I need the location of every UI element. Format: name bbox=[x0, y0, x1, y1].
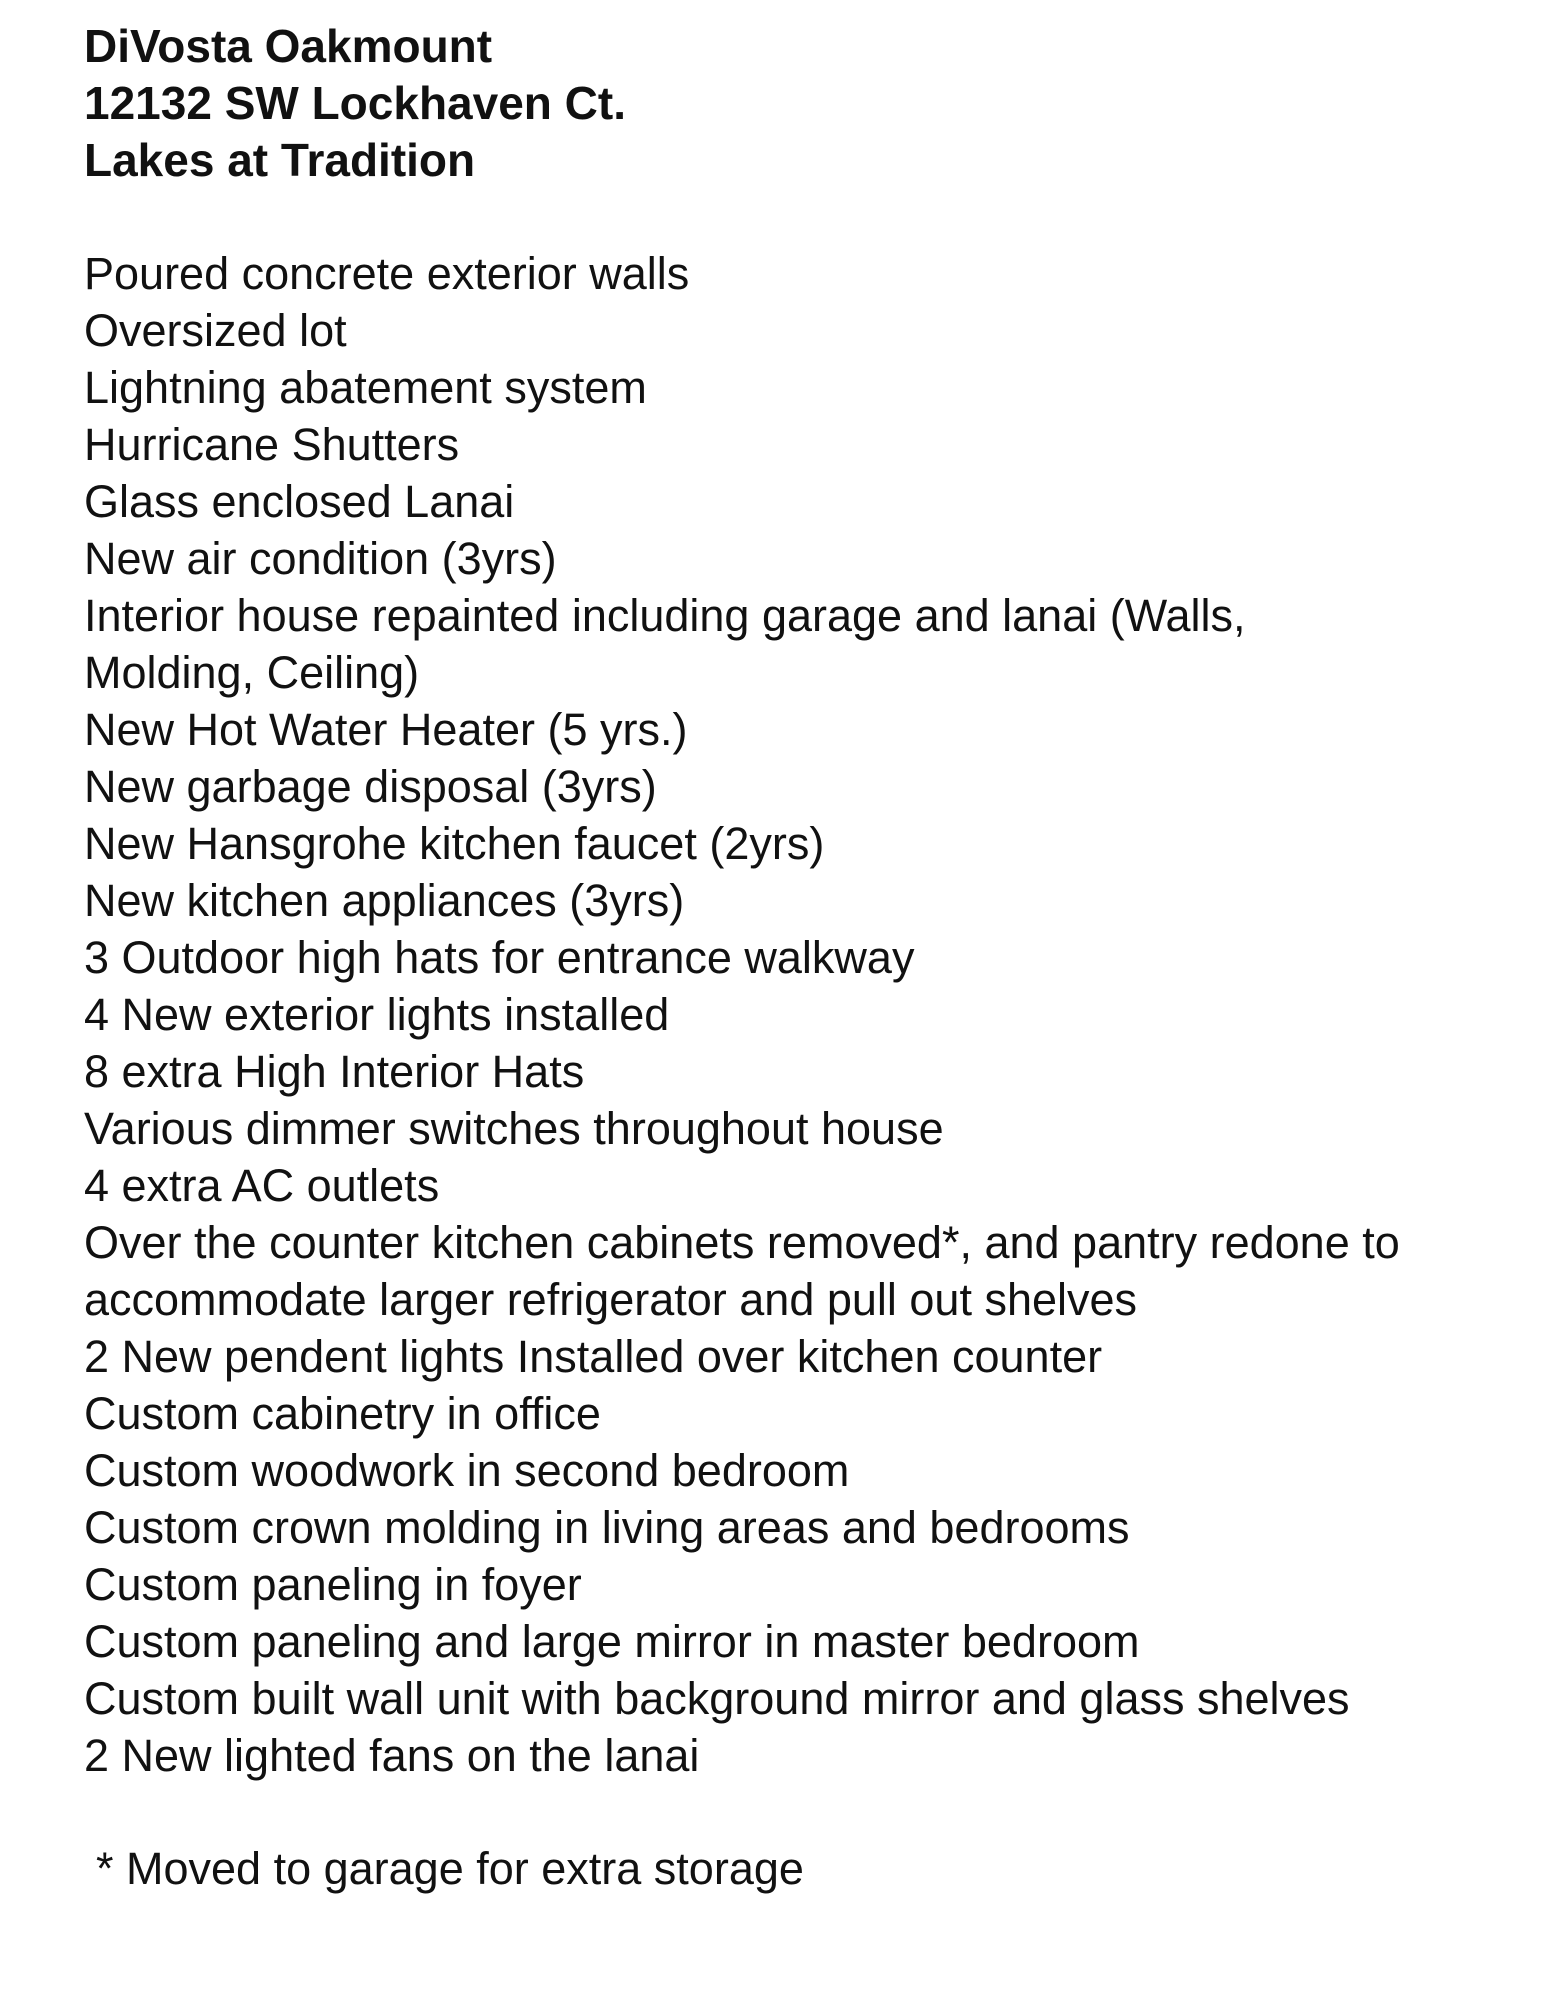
feature-item: Custom crown molding in living areas and bedrooms bbox=[84, 1502, 1130, 1553]
feature-item: New Hot Water Heater (5 yrs.) bbox=[84, 704, 688, 755]
feature-item: Glass enclosed Lanai bbox=[84, 476, 515, 527]
feature-item: Molding, Ceiling) bbox=[84, 647, 420, 698]
listing-title: DiVosta Oakmount bbox=[84, 20, 493, 72]
feature-item: accommodate larger refrigerator and pull out shelves bbox=[84, 1274, 1138, 1325]
feature-item: New garbage disposal (3yrs) bbox=[84, 761, 657, 812]
feature-item: Poured concrete exterior walls bbox=[84, 248, 690, 299]
feature-item: 4 New exterior lights installed bbox=[84, 989, 670, 1040]
feature-item: Custom woodwork in second bedroom bbox=[84, 1445, 850, 1496]
document bbox=[84, 18, 1524, 1897]
feature-item: New kitchen appliances (3yrs) bbox=[84, 875, 685, 926]
feature-item: Custom paneling and large mirror in master bedroom bbox=[84, 1616, 1140, 1667]
feature-item: New Hansgrohe kitchen faucet (2yrs) bbox=[84, 818, 825, 869]
footnote: * Moved to garage for extra storage bbox=[96, 1843, 804, 1894]
feature-item: Custom cabinetry in office bbox=[84, 1388, 601, 1439]
feature-item: 3 Outdoor high hats for entrance walkway bbox=[84, 932, 915, 983]
listing-community: Lakes at Tradition bbox=[84, 134, 476, 186]
feature-item: 2 New pendent lights Installed over kitchen counter bbox=[84, 1331, 1103, 1382]
feature-list bbox=[84, 245, 1524, 1784]
feature-item: Interior house repainted including garage and lanai (Walls, bbox=[84, 590, 1246, 641]
feature-item: Over the counter kitchen cabinets removed*, and pantry redone to bbox=[84, 1217, 1400, 1268]
feature-item: 2 New lighted fans on the lanai bbox=[84, 1730, 700, 1781]
feature-item: Custom built wall unit with background mirror and glass shelves bbox=[84, 1673, 1350, 1724]
feature-item: Lightning abatement system bbox=[84, 362, 647, 413]
feature-item: Various dimmer switches throughout house bbox=[84, 1103, 944, 1154]
listing-address: 12132 SW Lockhaven Ct. bbox=[84, 77, 626, 129]
feature-item: 4 extra AC outlets bbox=[84, 1160, 440, 1211]
feature-item: Oversized lot bbox=[84, 305, 347, 356]
listing-header bbox=[84, 18, 1524, 189]
feature-item: 8 extra High Interior Hats bbox=[84, 1046, 585, 1097]
feature-item: Hurricane Shutters bbox=[84, 419, 460, 470]
feature-item: New air condition (3yrs) bbox=[84, 533, 557, 584]
feature-item: Custom paneling in foyer bbox=[84, 1559, 582, 1610]
